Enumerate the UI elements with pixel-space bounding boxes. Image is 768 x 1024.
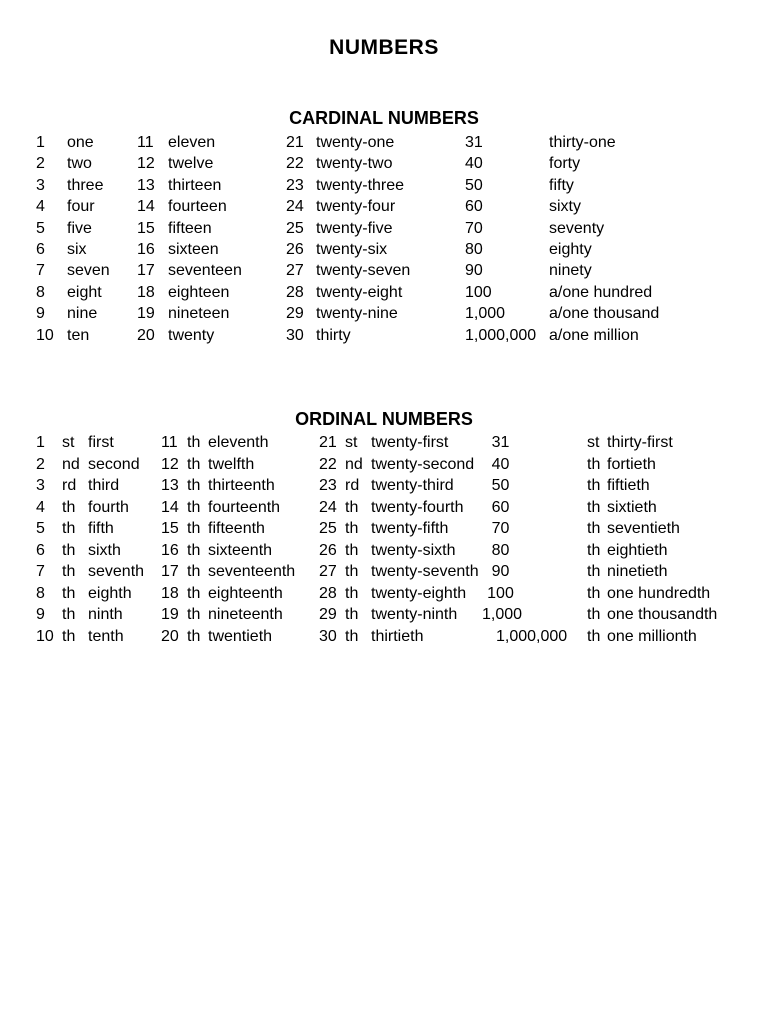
ordinal-numeral: 14 — [161, 498, 179, 516]
ordinal-word: fifth — [88, 520, 114, 537]
cardinal-word: ten — [67, 326, 90, 344]
cardinal-numeral: 13 — [137, 176, 155, 194]
ordinal-word: twenty-second — [371, 455, 475, 473]
cardinal-numeral: 10 — [36, 326, 54, 344]
ordinal-suffix: th — [345, 498, 359, 516]
ordinal-suffix: th — [587, 498, 601, 516]
cardinal-numeral: 18 — [137, 283, 155, 301]
ordinal-numeral: 6 — [36, 541, 45, 559]
ordinal-word: fiftieth — [607, 477, 650, 494]
ordinal-suffix: th — [62, 627, 76, 645]
ordinal-suffix: th — [187, 455, 201, 473]
ordinal-numeral: 23 — [319, 477, 337, 494]
cardinal-numeral: 80 — [465, 241, 483, 258]
ordinal-suffix: th — [62, 584, 76, 602]
ordinal-word: eightieth — [607, 541, 668, 559]
cardinal-word: twenty-three — [316, 176, 405, 194]
cardinal-numeral: 1 — [36, 134, 45, 151]
ordinal-word: one thousandth — [607, 606, 718, 623]
ordinal-numeral: 7 — [36, 563, 45, 580]
cardinal-heading: CARDINAL NUMBERS — [289, 108, 479, 128]
ordinal-suffix: th — [62, 498, 76, 516]
ordinal-word: twelfth — [208, 455, 255, 473]
cardinal-word: four — [67, 198, 95, 216]
ordinal-word: thirtieth — [371, 627, 424, 645]
ordinal-numeral: 12 — [161, 455, 179, 473]
ordinal-suffix: th — [62, 606, 76, 623]
cardinal-word: thirteen — [168, 176, 222, 194]
ordinal-word: third — [88, 477, 120, 494]
cardinal-word: twenty-five — [316, 219, 393, 237]
ordinal-suffix: th — [187, 498, 201, 516]
ordinal-heading: ORDINAL NUMBERS — [295, 409, 473, 429]
cardinal-numeral: 2 — [36, 155, 45, 173]
cardinal-word: fifteen — [168, 219, 212, 237]
ordinal-word: fourteenth — [208, 498, 281, 516]
ordinal-numeral: 26 — [319, 541, 337, 559]
ordinal-suffix: th — [62, 563, 76, 580]
ordinal-numeral: 27 — [319, 563, 337, 580]
cardinal-numeral: 1,000 — [465, 305, 506, 323]
ordinal-numeral: 1 — [36, 434, 45, 451]
ordinal-suffix: th — [62, 520, 76, 537]
cardinal-word: twenty — [168, 326, 215, 344]
cardinal-word: twenty-nine — [316, 305, 398, 323]
cardinal-numeral: 28 — [286, 283, 304, 301]
ordinal-suffix: th — [587, 606, 601, 623]
cardinal-word: forty — [549, 155, 581, 173]
ordinal-numeral: 70 — [491, 520, 510, 537]
cardinal-numeral: 26 — [286, 241, 304, 258]
cardinal-word: twelve — [168, 155, 214, 173]
ordinal-suffix: th — [587, 477, 601, 494]
ordinal-word: sixtieth — [607, 498, 657, 516]
ordinal-suffix: th — [187, 606, 201, 623]
ordinal-word: fourth — [88, 498, 129, 516]
cardinal-word: fourteen — [168, 198, 227, 216]
cardinal-numeral: 4 — [36, 198, 45, 216]
ordinal-numeral: 1,000 — [481, 606, 523, 623]
cardinal-numeral: 70 — [465, 219, 483, 237]
ordinal-numeral: 5 — [36, 520, 45, 537]
cardinal-word: nine — [67, 305, 98, 323]
ordinal-word: twenty-sixth — [371, 541, 456, 559]
cardinal-numeral: 11 — [137, 134, 154, 151]
ordinal-suffix: st — [587, 434, 600, 451]
page-title: NUMBERS — [329, 36, 439, 59]
ordinal-numeral: 20 — [161, 627, 179, 645]
cardinal-numeral: 15 — [137, 219, 155, 237]
cardinal-numeral: 1,000,000 — [465, 326, 537, 344]
ordinal-suffix: th — [187, 520, 201, 537]
ordinal-numeral: 4 — [36, 498, 45, 516]
ordinal-suffix: th — [187, 584, 201, 602]
ordinal-suffix: st — [62, 434, 75, 451]
ordinal-numeral: 18 — [161, 584, 179, 602]
cardinal-numeral: 23 — [286, 176, 304, 194]
ordinal-suffix: th — [345, 563, 359, 580]
cardinal-numeral: 17 — [137, 262, 155, 280]
ordinal-numeral: 19 — [161, 606, 179, 623]
cardinal-numeral: 9 — [36, 305, 45, 323]
ordinal-word: first — [88, 434, 114, 451]
ordinal-suffix: th — [345, 584, 359, 602]
cardinal-numeral: 31 — [465, 134, 483, 151]
ordinal-numeral: 16 — [161, 541, 179, 559]
ordinal-numeral: 90 — [491, 563, 510, 580]
ordinal-numeral: 8 — [36, 584, 45, 602]
cardinal-word: eight — [67, 283, 102, 301]
ordinal-word: second — [88, 455, 140, 473]
ordinal-numeral: 3 — [36, 477, 45, 494]
ordinal-suffix: th — [345, 541, 359, 559]
cardinal-word: seven — [67, 262, 110, 280]
ordinal-numeral: 30 — [319, 627, 337, 645]
ordinal-numeral: 11 — [161, 434, 178, 451]
cardinal-word: eighty — [549, 241, 592, 258]
ordinal-suffix: th — [187, 541, 201, 559]
cardinal-word: sixty — [549, 198, 581, 216]
cardinal-word: one — [67, 134, 94, 151]
cardinal-numeral: 60 — [465, 198, 483, 216]
cardinal-word: twenty-one — [316, 134, 395, 151]
ordinal-suffix: th — [62, 541, 76, 559]
cardinal-numeral: 27 — [286, 262, 304, 280]
ordinal-word: twentieth — [208, 627, 273, 645]
ordinal-word: twenty-first — [371, 434, 449, 451]
ordinal-numeral: 25 — [319, 520, 337, 537]
cardinal-numeral: 22 — [286, 155, 304, 173]
cardinal-numeral: 25 — [286, 219, 304, 237]
ordinal-word: sixth — [88, 541, 121, 559]
cardinal-numeral: 100 — [465, 283, 492, 301]
cardinal-word: seventy — [549, 219, 605, 237]
cardinal-numeral: 12 — [137, 155, 155, 173]
ordinal-word: nineteenth — [208, 606, 283, 623]
cardinal-numeral: 24 — [286, 198, 304, 216]
ordinal-word: twenty-seventh — [371, 563, 479, 580]
cardinal-numeral: 16 — [137, 241, 155, 258]
cardinal-word: twenty-seven — [316, 262, 411, 280]
cardinal-word: thirty-one — [549, 134, 616, 151]
ordinal-word: ninth — [88, 606, 123, 623]
ordinal-word: twenty-eighth — [371, 584, 467, 602]
cardinal-numeral: 19 — [137, 305, 155, 323]
cardinal-word: eleven — [168, 134, 216, 151]
cardinal-word: a/one million — [549, 326, 639, 344]
ordinal-word: one millionth — [607, 627, 697, 645]
cardinal-numeral: 90 — [465, 262, 483, 280]
cardinal-word: a/one hundred — [549, 283, 653, 301]
ordinal-suffix: th — [587, 584, 601, 602]
ordinal-word: thirty-first — [607, 434, 673, 451]
cardinal-numeral: 40 — [465, 155, 483, 173]
ordinal-word: thirteenth — [208, 477, 275, 494]
ordinal-suffix: th — [345, 606, 359, 623]
ordinal-suffix: rd — [345, 477, 360, 494]
ordinal-numeral: 40 — [491, 455, 510, 473]
cardinal-numeral: 29 — [286, 305, 304, 323]
cardinal-word: nineteen — [168, 305, 230, 323]
ordinal-word: fortieth — [607, 455, 656, 473]
cardinal-word: ninety — [549, 262, 592, 280]
ordinal-word: twenty-third — [371, 477, 454, 494]
ordinal-word: one hundredth — [607, 584, 711, 602]
ordinal-word: twenty-fourth — [371, 498, 464, 516]
ordinal-numeral: 17 — [161, 563, 179, 580]
cardinal-word: twenty-eight — [316, 283, 403, 301]
cardinal-numeral: 21 — [286, 134, 304, 151]
ordinal-numeral: 100 — [487, 584, 514, 602]
ordinal-suffix: th — [587, 541, 601, 559]
cardinal-word: five — [67, 219, 92, 237]
ordinal-word: sixteenth — [208, 541, 273, 559]
ordinal-numeral: 24 — [319, 498, 337, 516]
ordinal-numeral: 2 — [36, 455, 45, 473]
ordinal-word: twenty-fifth — [371, 520, 449, 537]
ordinal-numeral: 22 — [319, 455, 337, 473]
ordinal-numeral: 9 — [36, 606, 45, 623]
ordinal-suffix: th — [587, 563, 601, 580]
ordinal-suffix: th — [345, 520, 359, 537]
ordinal-numeral: 80 — [491, 541, 510, 559]
ordinal-suffix: th — [187, 563, 201, 580]
ordinal-word: eighteenth — [208, 584, 283, 602]
ordinal-word: eleventh — [208, 434, 269, 451]
ordinal-suffix: st — [345, 434, 358, 451]
cardinal-word: seventeen — [168, 262, 242, 280]
ordinal-suffix: th — [587, 520, 601, 537]
ordinal-numeral: 10 — [36, 627, 54, 645]
ordinal-numeral: 13 — [161, 477, 179, 494]
cardinal-word: sixteen — [168, 241, 219, 258]
cardinal-numeral: 3 — [36, 176, 45, 194]
cardinal-numeral: 50 — [465, 176, 483, 194]
ordinal-suffix: nd — [345, 455, 363, 473]
cardinal-word: a/one thousand — [549, 305, 660, 323]
ordinal-suffix: th — [187, 627, 201, 645]
ordinal-numeral: 50 — [491, 477, 510, 494]
ordinal-numeral: 21 — [319, 434, 337, 451]
ordinal-word: twenty-ninth — [371, 606, 458, 623]
cardinal-numeral: 5 — [36, 219, 45, 237]
cardinal-word: twenty-four — [316, 198, 396, 216]
ordinal-numeral: 15 — [161, 520, 179, 537]
ordinal-suffix: th — [345, 627, 359, 645]
ordinal-word: ninetieth — [607, 563, 668, 580]
cardinal-word: fifty — [549, 176, 574, 194]
cardinal-word: thirty — [316, 326, 351, 344]
cardinal-word: two — [67, 155, 92, 173]
cardinal-word: three — [67, 176, 104, 194]
ordinal-suffix: nd — [62, 455, 80, 473]
ordinal-word: seventeenth — [208, 563, 296, 580]
cardinal-numeral: 14 — [137, 198, 155, 216]
ordinal-suffix: th — [187, 434, 201, 451]
ordinal-word: eighth — [88, 584, 132, 602]
cardinal-numeral: 30 — [286, 326, 304, 344]
cardinal-numeral: 6 — [36, 241, 45, 258]
ordinal-suffix: th — [587, 455, 601, 473]
ordinal-numeral: 60 — [491, 498, 510, 516]
cardinal-word: twenty-two — [316, 155, 393, 173]
ordinal-word: tenth — [88, 627, 124, 645]
ordinal-suffix: th — [587, 627, 601, 645]
ordinal-suffix: rd — [62, 477, 77, 494]
ordinal-word: fifteenth — [208, 520, 265, 537]
ordinal-numeral: 1,000,000 — [496, 627, 568, 645]
cardinal-word: eighteen — [168, 283, 230, 301]
ordinal-numeral: 31 — [491, 434, 510, 451]
cardinal-numeral: 8 — [36, 283, 45, 301]
cardinal-numeral: 20 — [137, 326, 155, 344]
ordinal-numeral: 28 — [319, 584, 337, 602]
ordinal-numeral: 29 — [319, 606, 337, 623]
ordinal-suffix: th — [187, 477, 201, 494]
cardinal-word: six — [67, 241, 87, 258]
cardinal-word: twenty-six — [316, 241, 388, 258]
cardinal-numeral: 7 — [36, 262, 45, 280]
ordinal-word: seventh — [88, 563, 145, 580]
ordinal-word: seventieth — [607, 520, 680, 537]
